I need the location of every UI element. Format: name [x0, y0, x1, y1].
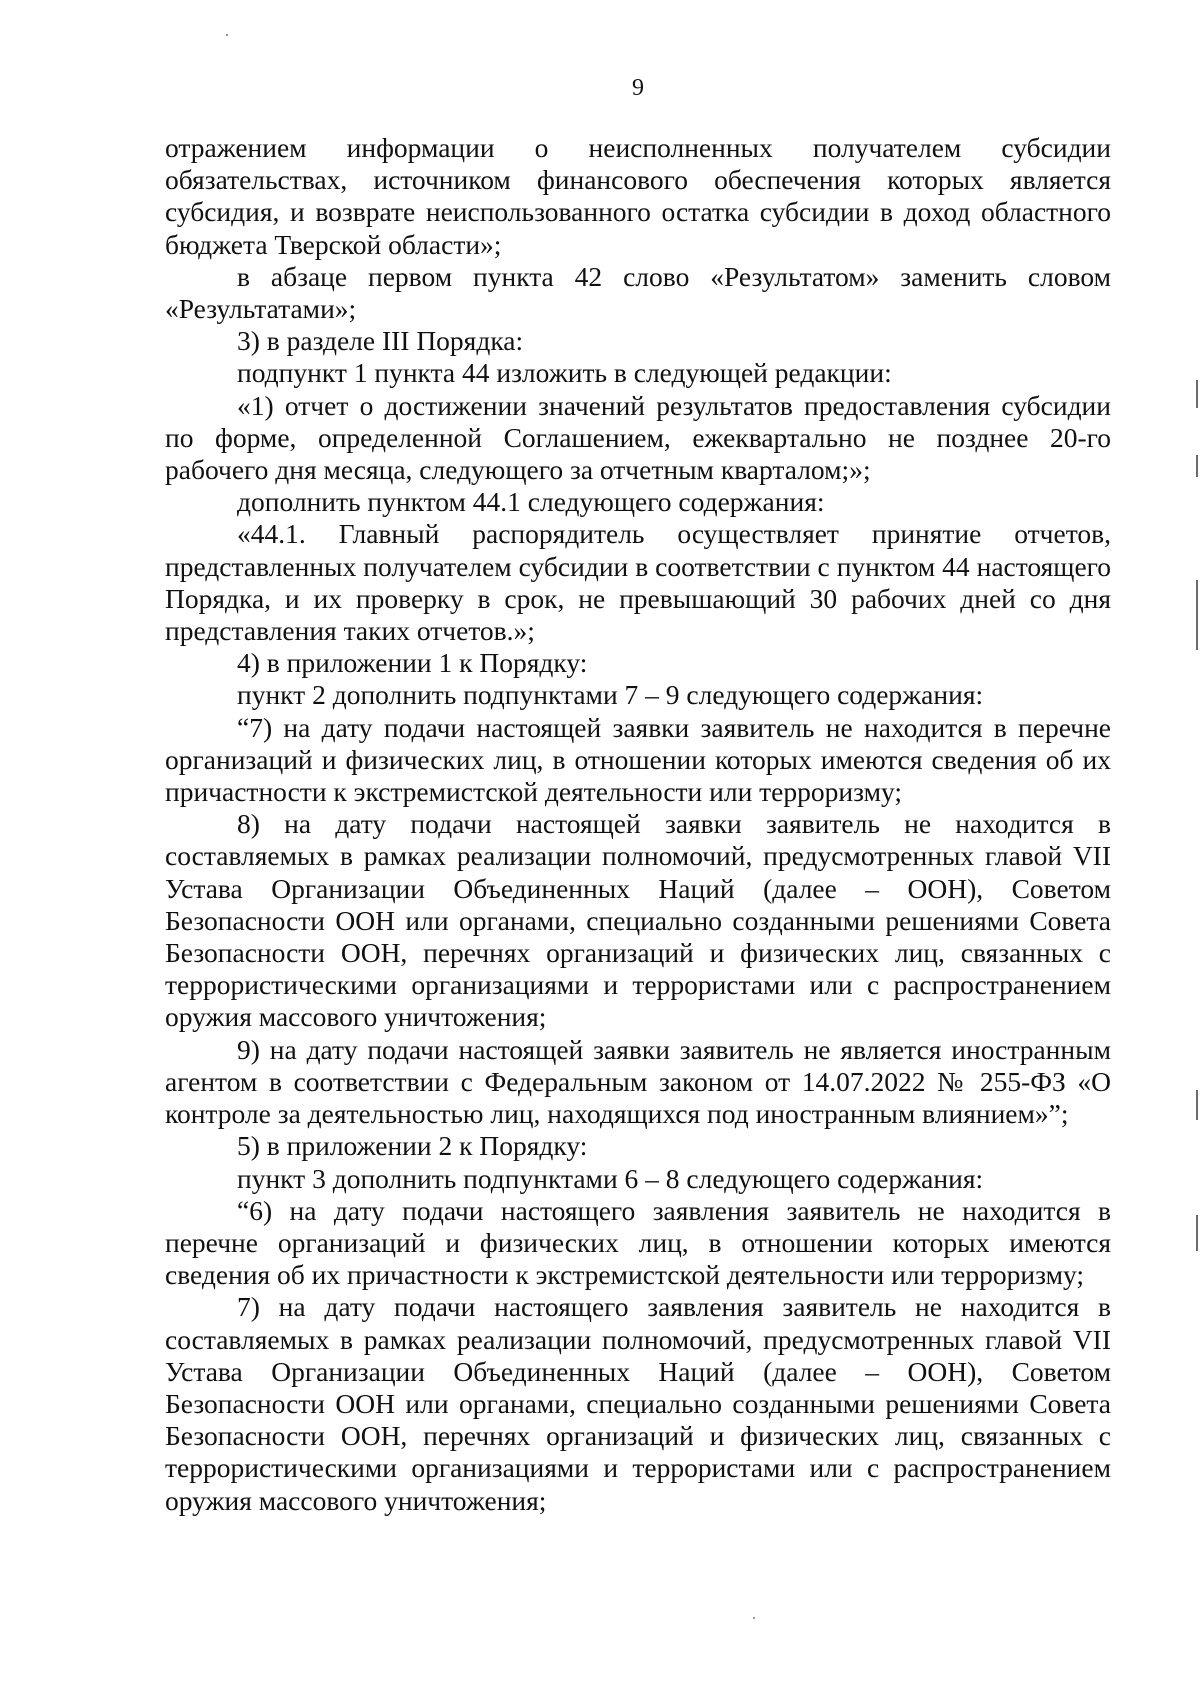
scan-edge-mark [1196, 1215, 1198, 1251]
paragraph: 7) на дату подачи настоящего заявления заявитель не находится в составляемых в рамках реализации полномочий, предусмотренных главой VII Устава Организации Объединенных Наций (далее – ООН), Советом Безопасности ООН или органами, специально созданными решениями Совета Безопасности ООН, перечнях организаций и физических лиц, связанных с террористическими организациями и террористами или с распространением оружия массового уничтожения; [165, 1291, 1111, 1516]
scan-edge-mark [1196, 455, 1198, 477]
paragraph: 9) на дату подачи настоящей заявки заявитель не является иностранным агентом в соответствии с Федеральным законом от 14.07.2022 № 255-ФЗ «О контроле за деятельностью лиц, находящихся под иностранным влиянием»”; [165, 1033, 1111, 1130]
document-body [165, 132, 1111, 1517]
scan-speck [753, 1617, 755, 1619]
paragraph: 4) в приложении 1 к Порядку: [237, 647, 588, 679]
page-number: 9 [632, 75, 644, 101]
paragraph: дополнить пунктом 44.1 следующего содержания: [237, 486, 825, 518]
paragraph: 3) в разделе III Порядка: [237, 325, 524, 357]
scan-edge-mark [1196, 1090, 1198, 1120]
paragraph: «1) отчет о достижении значений результатов предоставления субсидии по форме, определенной Соглашением, ежеквартально не позднее 20-го рабочего дня месяца, следующего за отчетным кварталом;»; [165, 389, 1111, 486]
scan-edge-mark [1196, 380, 1198, 408]
paragraph: в абзаце первом пункта 42 слово «Результатом» заменить словом «Результатами»; [165, 260, 1111, 325]
paragraph: отражением информации о неисполненных получателем субсидии обязательствах, источником финансового обеспечения которых является субсидия, и возврате неиспользованного остатка субсидии в доход областного бюджета Тверской области»; [165, 132, 1111, 260]
paragraph: подпункт 1 пункта 44 изложить в следующей редакции: [237, 357, 892, 389]
paragraph: 8) на дату подачи настоящей заявки заявитель не находится в составляемых в рамках реализации полномочий, предусмотренных главой VII Устава Организации Объединенных Наций (далее – ООН), Советом Безопасности ООН или органами, специально созданными решениями Совета Безопасности ООН, перечнях организаций и физических лиц, связанных с террористическими организациями и террористами или с распространением оружия массового уничтожения; [165, 808, 1111, 1033]
paragraph: “6) на дату подачи настоящего заявления заявитель не находится в перечне организаций и физических лиц, в отношении которых имеются сведения об их причастности к экстремистской деятельности или терроризму; [165, 1194, 1111, 1291]
paragraph: «44.1. Главный распорядитель осуществляет принятие отчетов, представленных получателем субсидии в соответствии с пунктом 44 настоящего Порядка, и их проверку в срок, не превышающий 30 рабочих дней со дня представления таких отчетов.»; [165, 518, 1111, 647]
paragraph: пункт 3 дополнить подпунктами 6 – 8 следующего содержания: [237, 1162, 984, 1194]
paragraph: 5) в приложении 2 к Порядку: [237, 1130, 588, 1162]
paragraph: пункт 2 дополнить подпунктами 7 – 9 следующего содержания: [237, 679, 984, 711]
scan-speck [226, 34, 228, 36]
paragraph: “7) на дату подачи настоящей заявки заявитель не находится в перечне организаций и физических лиц, в отношении которых имеются сведения об их причастности к экстремистской деятельности или терроризму; [165, 711, 1111, 808]
scan-edge-mark [1196, 580, 1198, 650]
